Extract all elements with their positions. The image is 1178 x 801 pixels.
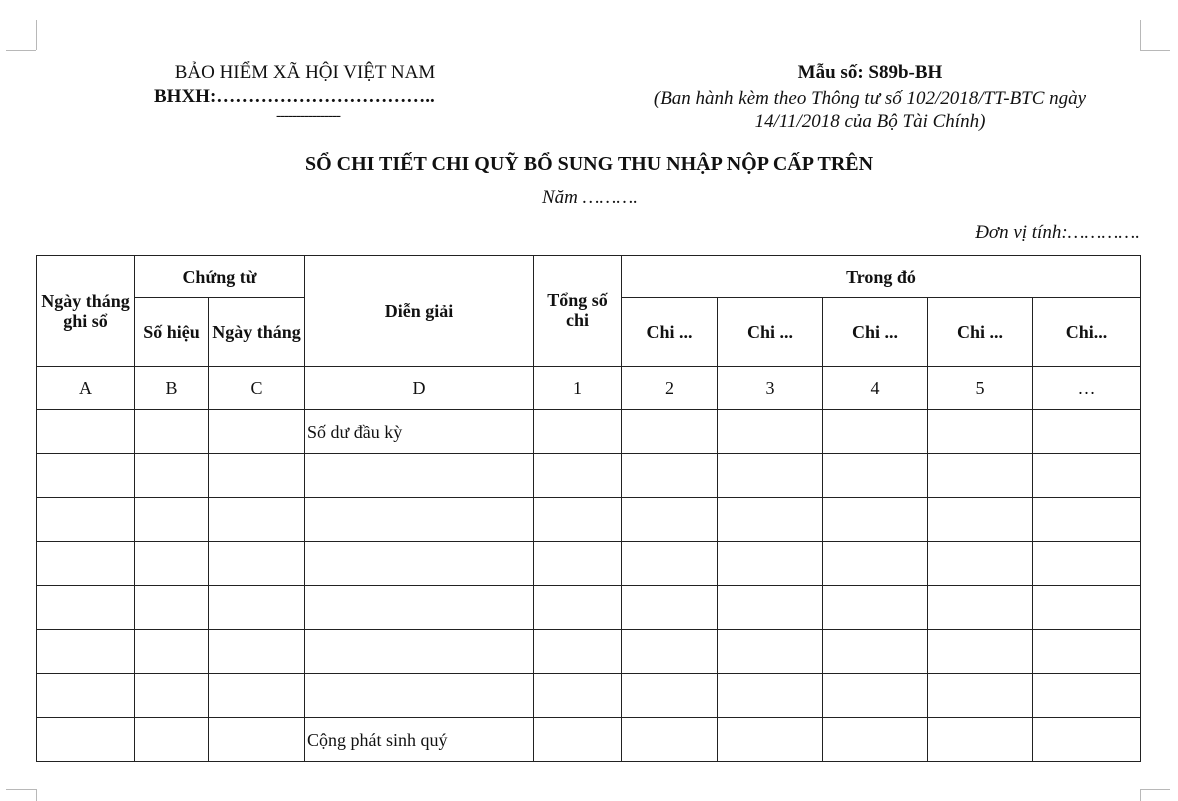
page-corner-mark — [6, 789, 36, 790]
row-description: Số dư đầu kỳ — [305, 410, 534, 454]
cell — [209, 542, 305, 586]
header-voucher: Chứng từ — [135, 256, 305, 298]
cell — [1033, 454, 1141, 498]
cell — [928, 718, 1033, 762]
page-corner-mark — [1140, 20, 1141, 50]
cell — [718, 674, 823, 718]
cell — [622, 718, 718, 762]
table-row — [37, 410, 1141, 454]
cell — [209, 674, 305, 718]
cell — [622, 674, 718, 718]
cell — [1033, 410, 1141, 454]
cell — [718, 586, 823, 630]
row-description — [305, 586, 534, 630]
cell — [622, 454, 718, 498]
column-code: B — [135, 367, 209, 410]
cell — [534, 410, 622, 454]
cell — [622, 410, 718, 454]
cell — [1033, 586, 1141, 630]
cell — [209, 498, 305, 542]
cell — [209, 718, 305, 762]
cell — [928, 630, 1033, 674]
cell — [534, 630, 622, 674]
cell — [823, 542, 928, 586]
cell — [718, 498, 823, 542]
table-row — [37, 498, 1141, 542]
cell — [718, 410, 823, 454]
header-separator: ---------------- — [276, 108, 340, 124]
column-code: 1 — [534, 367, 622, 410]
cell — [209, 630, 305, 674]
cell — [622, 498, 718, 542]
cell — [37, 674, 135, 718]
cell — [823, 410, 928, 454]
cell — [135, 542, 209, 586]
header-record-date: Ngày tháng ghi sổ — [37, 256, 135, 367]
row-description — [305, 674, 534, 718]
form-number: Mẫu số: S89b-BH — [797, 62, 943, 83]
header-voucher-date: Ngày tháng — [209, 298, 305, 367]
cell — [37, 410, 135, 454]
column-code-row — [37, 367, 1141, 410]
cell — [622, 586, 718, 630]
cell — [718, 630, 823, 674]
cell — [928, 410, 1033, 454]
cell — [135, 586, 209, 630]
table-row — [37, 630, 1141, 674]
cell — [135, 718, 209, 762]
cell — [718, 454, 823, 498]
cell — [37, 454, 135, 498]
cell — [135, 498, 209, 542]
cell — [37, 542, 135, 586]
cell — [1033, 630, 1141, 674]
page-corner-mark — [1140, 50, 1170, 51]
cell — [718, 542, 823, 586]
column-code: C — [209, 367, 305, 410]
header-total: Tổng số chi — [534, 256, 622, 367]
header-sub-column: Chi... — [1033, 298, 1141, 367]
column-code: … — [1033, 367, 1141, 410]
cell — [534, 542, 622, 586]
row-description: Cộng phát sinh quý — [305, 718, 534, 762]
cell — [928, 586, 1033, 630]
cell — [534, 674, 622, 718]
cell — [1033, 718, 1141, 762]
header-voucher-number: Số hiệu — [135, 298, 209, 367]
cell — [534, 586, 622, 630]
ledger-table — [36, 255, 1141, 762]
column-code: 4 — [823, 367, 928, 410]
unit-field: Đơn vị tính:…………. — [975, 222, 1140, 243]
table-row — [37, 454, 1141, 498]
header-sub-column: Chi ... — [718, 298, 823, 367]
column-code: 3 — [718, 367, 823, 410]
cell — [928, 674, 1033, 718]
cell — [823, 674, 928, 718]
cell — [823, 630, 928, 674]
year-field: Năm ………. — [541, 187, 639, 208]
column-code: 2 — [622, 367, 718, 410]
header-breakdown: Trong đó — [622, 256, 1141, 298]
cell — [622, 542, 718, 586]
table-row — [37, 542, 1141, 586]
agency-name: BẢO HIỂM XÃ HỘI VIỆT NAM — [174, 62, 436, 83]
cell — [1033, 542, 1141, 586]
cell — [534, 718, 622, 762]
cell — [209, 410, 305, 454]
cell — [534, 498, 622, 542]
document-title: SỔ CHI TIẾT CHI QUỸ BỔ SUNG THU NHẬP NỘP CẤP TRÊN — [304, 153, 874, 175]
page-corner-mark — [1140, 789, 1141, 801]
cell — [37, 630, 135, 674]
header-description: Diễn giải — [305, 256, 534, 367]
column-code: 5 — [928, 367, 1033, 410]
cell — [823, 718, 928, 762]
header-sub-column: Chi ... — [928, 298, 1033, 367]
cell — [1033, 498, 1141, 542]
page-corner-mark — [1140, 789, 1170, 790]
branch-field: BHXH:…………………………….. — [154, 86, 435, 107]
header-sub-column: Chi ... — [622, 298, 718, 367]
cell — [209, 586, 305, 630]
cell — [1033, 674, 1141, 718]
table-row — [37, 674, 1141, 718]
cell — [135, 454, 209, 498]
cell — [718, 718, 823, 762]
row-description — [305, 498, 534, 542]
cell — [209, 454, 305, 498]
column-code: D — [305, 367, 534, 410]
table-row — [37, 586, 1141, 630]
cell — [823, 586, 928, 630]
cell — [37, 586, 135, 630]
row-description — [305, 630, 534, 674]
decree-reference: (Ban hành kèm theo Thông tư số 102/2018/TT-BTC ngày 14/11/2018 của Bộ Tài Chính) — [653, 88, 1087, 132]
cell — [135, 674, 209, 718]
cell — [928, 454, 1033, 498]
cell — [823, 454, 928, 498]
row-description — [305, 454, 534, 498]
row-description — [305, 542, 534, 586]
page-corner-mark — [36, 789, 37, 801]
cell — [135, 630, 209, 674]
cell — [37, 498, 135, 542]
header-sub-column: Chi ... — [823, 298, 928, 367]
page-corner-mark — [6, 50, 36, 51]
cell — [135, 410, 209, 454]
cell — [928, 542, 1033, 586]
page-corner-mark — [36, 20, 37, 50]
cell — [928, 498, 1033, 542]
cell — [622, 630, 718, 674]
cell — [823, 498, 928, 542]
column-code: A — [37, 367, 135, 410]
cell — [534, 454, 622, 498]
table-row-total — [37, 718, 1141, 762]
cell — [37, 718, 135, 762]
